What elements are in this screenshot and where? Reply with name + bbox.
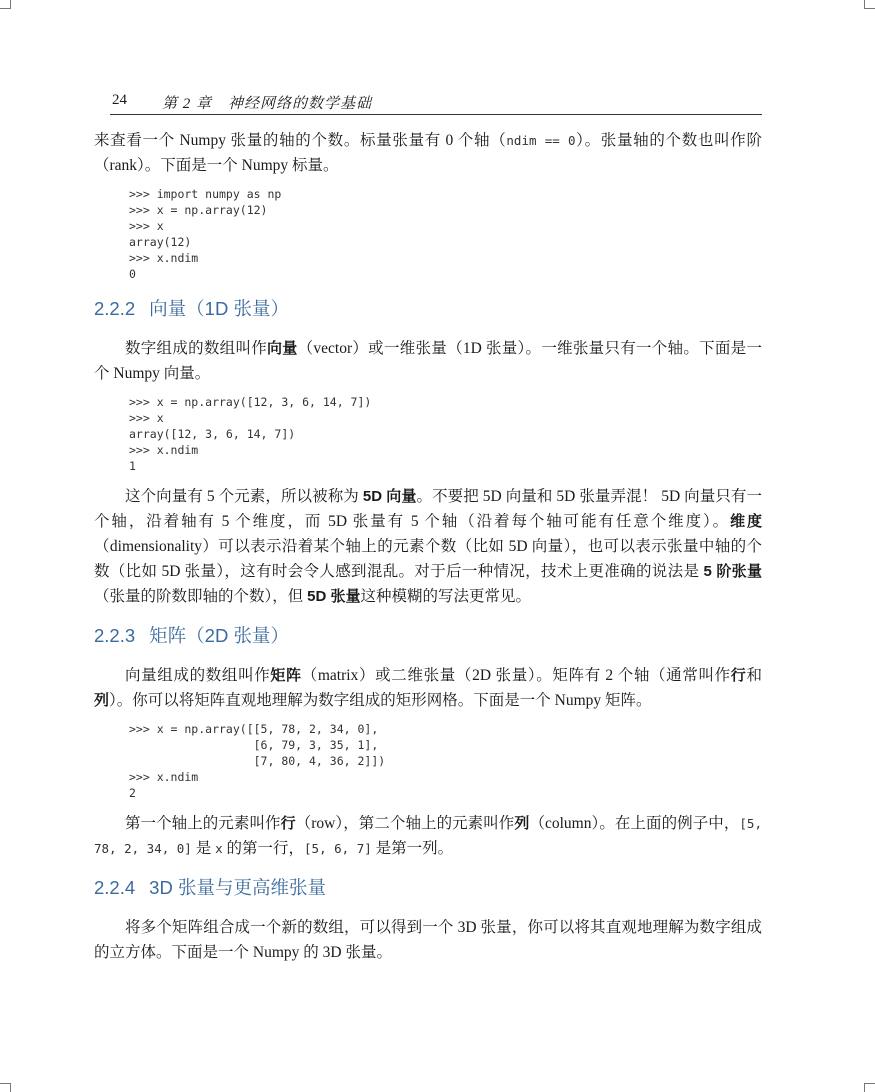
code-block-vector — [94, 394, 762, 474]
text-run: （dimensionality）可以表示沿着某个轴上的元素个数（比如 5D 向量），也可以表示张量中轴的个数（比如 5D 张量），这有时会令人感到混乱。对于后一种情况，技术上更准确的说法是 — [94, 538, 762, 580]
crop-mark-top-left — [0, 0, 11, 9]
chapter-title: 第 2 章 神经网络的数学基础 — [162, 96, 373, 112]
text-run: 这个向量有 5 个元素，所以被称为 — [125, 488, 363, 505]
section-number: 2.2.3 — [94, 625, 136, 646]
page-body — [94, 128, 762, 965]
text-run: （matrix）或二维张量（2D 张量）。矩阵有 2 个轴（通常叫作 — [301, 667, 731, 684]
code-line: >>> x = np.array([12, 3, 6, 14, 7]) — [129, 395, 372, 409]
text-run: 向量组成的数组叫作 — [125, 667, 271, 684]
code-line: >>> import numpy as np — [129, 187, 282, 201]
code-line: >>> x.ndim — [129, 770, 199, 784]
bold-term: 向量 — [267, 340, 298, 357]
code-line: 1 — [129, 459, 136, 473]
text-run: （vector）或一维张量（1D 张量）。一维张量只有一个轴。下面是一个 Numpy 向量。 — [94, 340, 762, 382]
code-line: >>> x.ndim — [129, 443, 199, 457]
crop-mark-bottom-right — [864, 1083, 875, 1092]
text-run: （column）。在上面的例子中， — [529, 815, 740, 832]
code-line: array([12, 3, 6, 14, 7]) — [129, 427, 296, 441]
crop-mark-bottom-left — [0, 1083, 11, 1092]
section-title: 向量（1D 张量） — [149, 298, 289, 319]
code-line: >>> x = np.array(12) — [129, 203, 268, 217]
code-line: >>> x — [129, 219, 164, 233]
text-run: （row），第二个轴上的元素叫作 — [295, 815, 515, 832]
running-head — [110, 92, 762, 115]
bold-term: 行 — [280, 815, 296, 832]
text-run: 数字组成的数组叫作 — [125, 340, 268, 357]
text-run: 和 — [746, 667, 762, 684]
text-run: （张量的阶数即轴的个数），但 — [94, 588, 308, 605]
text-run: 的第一行， — [222, 840, 305, 857]
bold-term: 矩阵 — [270, 667, 302, 684]
bold-term: 维度 — [730, 513, 762, 530]
text-run: 第一个轴上的元素叫作 — [125, 815, 281, 832]
section-heading-2-2-4 — [94, 875, 762, 901]
intro-paragraph — [94, 128, 762, 178]
matrix-paragraph — [94, 663, 762, 713]
code-line: >>> x = np.array([[5, 78, 2, 34, 0], — [129, 722, 379, 736]
bold-term: 5D 张量 — [307, 588, 361, 605]
bold-term: 列 — [94, 692, 110, 709]
code-line: 0 — [129, 267, 136, 281]
text-run: 。不要把 5D 向量和 5D 张量弄混！ 5D 向量只有一个轴，沿着轴有 5 个维度，而 5D 张量有 5 个轴（沿着每个轴可能有任意个维度）。 — [94, 488, 762, 530]
section-heading-2-2-3 — [94, 623, 762, 649]
section-heading-2-2-2 — [94, 296, 762, 322]
inline-code: [5, 78, 2, 34, 0] — [94, 816, 762, 856]
page-number: 24 — [112, 92, 127, 108]
text-run: ）。你可以将矩阵直观地理解为数字组成的矩形网格。下面是一个 Numpy 矩阵。 — [109, 692, 652, 709]
code-line: 2 — [129, 786, 136, 800]
vector-paragraph — [94, 336, 762, 386]
section-title: 3D 张量与更高维张量 — [149, 877, 326, 898]
code-line: >>> x.ndim — [129, 251, 199, 265]
row-column-paragraph — [94, 811, 762, 861]
text-run: 这种模糊的写法更常见。 — [360, 588, 531, 605]
section-number: 2.2.4 — [94, 877, 136, 898]
dimensionality-paragraph — [94, 484, 762, 609]
text-run: 是第一列。 — [371, 840, 454, 857]
code-line: [7, 80, 4, 36, 2]]) — [129, 754, 386, 768]
inline-code: [5, 6, 7] — [304, 841, 372, 856]
text-run: ）。张量轴的个数也叫作阶（rank）。下面是一个 Numpy 标量。 — [94, 132, 762, 174]
section-title: 矩阵（2D 张量） — [149, 625, 289, 646]
inline-code: ndim == 0 — [506, 133, 576, 148]
bold-term: 5 阶张量 — [703, 563, 762, 580]
crop-mark-top-right — [864, 0, 875, 9]
bold-term: 列 — [514, 815, 530, 832]
bold-term: 5D 向量 — [362, 488, 417, 505]
code-line: >>> x — [129, 411, 164, 425]
text-run: 来查看一个 Numpy 张量的轴的个数。标量张量有 0 个轴（ — [94, 132, 507, 149]
code-block-matrix — [94, 721, 762, 801]
text-run: 是 — [191, 840, 216, 857]
bold-term: 行 — [730, 667, 747, 684]
code-line: array(12) — [129, 235, 192, 249]
tensor-3d-paragraph: 将多个矩阵组合成一个新的数组，可以得到一个 3D 张量，你可以将其直观地理解为数字组成的立方体。下面是一个 Numpy 的 3D 张量。 — [94, 919, 762, 961]
inline-code: x — [215, 841, 223, 856]
code-line: [6, 79, 3, 35, 1], — [129, 738, 379, 752]
code-block-scalar — [94, 186, 762, 282]
section-number: 2.2.2 — [94, 298, 136, 319]
